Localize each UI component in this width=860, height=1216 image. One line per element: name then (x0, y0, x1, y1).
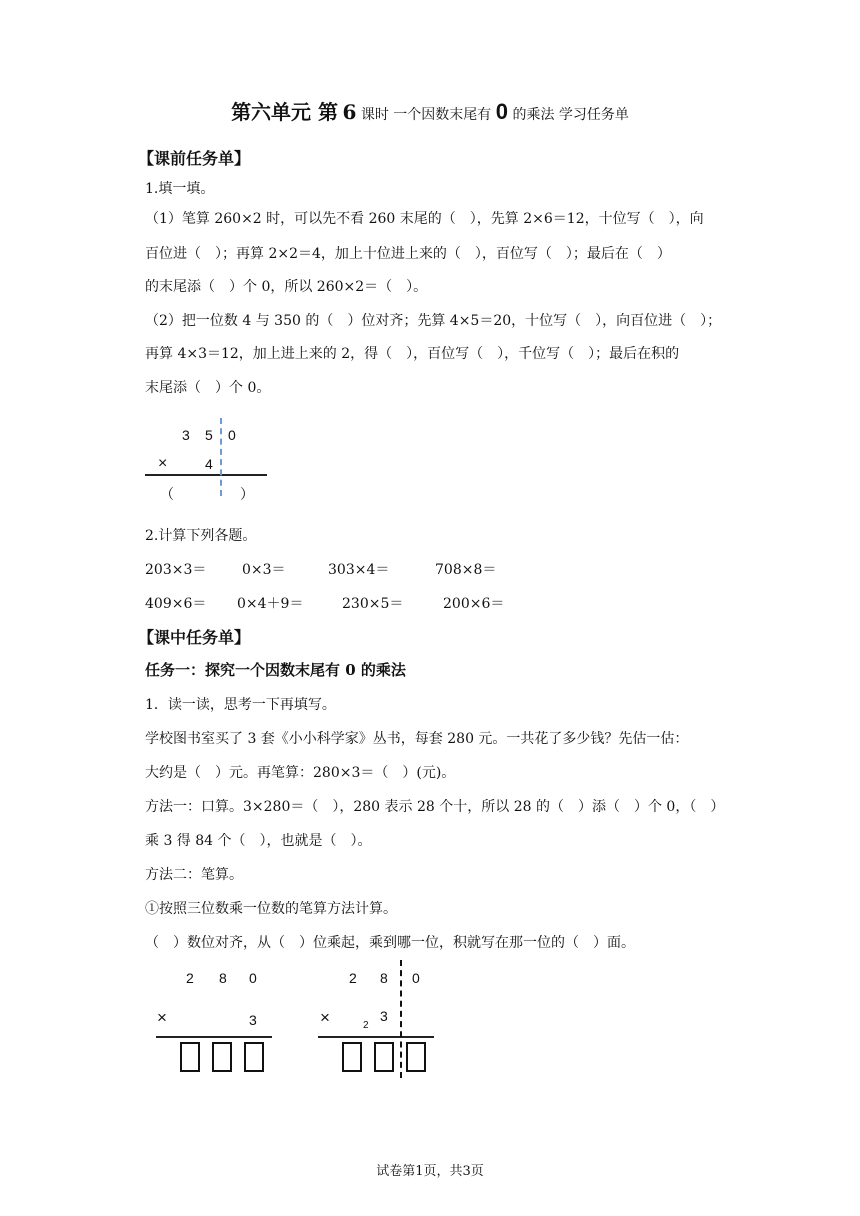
answer-box (374, 1042, 394, 1072)
task-1-line: 学校图书室买了 3 套《小小科学家》丛书，每套 280 元。一共花了多少钱？先估一估： (145, 731, 689, 747)
task-1-heading: 任务一：探究一个因数末尾有 0 的乘法 (145, 661, 406, 679)
in-class-section-heading: 【课中任务单】 (138, 628, 251, 647)
task-1-line: 1．读一读，思考一下再填写。 (145, 697, 336, 713)
answer-box (342, 1042, 362, 1072)
page-footer: 试卷第1页，共3页 (376, 1164, 484, 1179)
question-1-line: （1）笔算 260×2 时，可以先不看 260 末尾的（ ），先算 2×6＝12，十位写（ ），向 (145, 211, 704, 227)
question-1-heading: 1.填一填。 (145, 181, 215, 197)
answer-box (212, 1042, 232, 1072)
result-line (145, 474, 267, 476)
question-2-heading: 2.计算下列各题。 (145, 528, 257, 544)
result-line (156, 1036, 272, 1038)
task-1-line: 大约是（ ）元。再笔算：280×3＝（ ）(元)。 (145, 765, 456, 781)
question-1-line: 末尾添（ ）个 0。 (145, 380, 271, 396)
page-title: 第六单元 第 6 课时 一个因数末尾有 0 的乘法 学习任务单 (231, 99, 629, 124)
task-1-line: 乘 3 得 84 个（ ），也就是（ ）。 (145, 833, 372, 849)
answer-box (244, 1042, 264, 1072)
pre-class-section-heading: 【课前任务单】 (138, 149, 251, 168)
carry-digit: 2 (363, 1020, 369, 1031)
dashed-separator (400, 960, 402, 1078)
task-1-line: （ ）数位对齐，从（ ）位乘起，乘到哪一位，积就写在那一位的（ ）面。 (145, 935, 635, 951)
task-1-line: ①按照三位数乘一位数的笔算方法计算。 (145, 901, 397, 917)
task-1-line: 方法一：口算。3×280＝（ ），280 表示 28 个十，所以 28 的（ ）添（ ）个 0，（ ） (145, 799, 725, 815)
answer-box (180, 1042, 200, 1072)
question-1-line: （2）把一位数 4 与 350 的（ ）位对齐；先算 4×5＝20，十位写（ ），向百位进（ ）； (145, 313, 722, 329)
result-line (318, 1036, 434, 1038)
question-1-line: 再算 4×3＝12，加上进上来的 2，得（ ），百位写（ ），千位写（ ）；最后在积的 (145, 346, 680, 362)
task-1-line: 方法二：笔算。 (145, 867, 243, 883)
dashed-separator (220, 418, 222, 496)
question-1-line: 百位进（ ）；再算 2×2＝4，加上十位进上来的（ ），百位写（ ）；最后在（ ） (145, 246, 671, 262)
answer-box (406, 1042, 426, 1072)
question-1-line: 的末尾添（ ）个 0，所以 260×2＝（ ）。 (145, 279, 428, 295)
